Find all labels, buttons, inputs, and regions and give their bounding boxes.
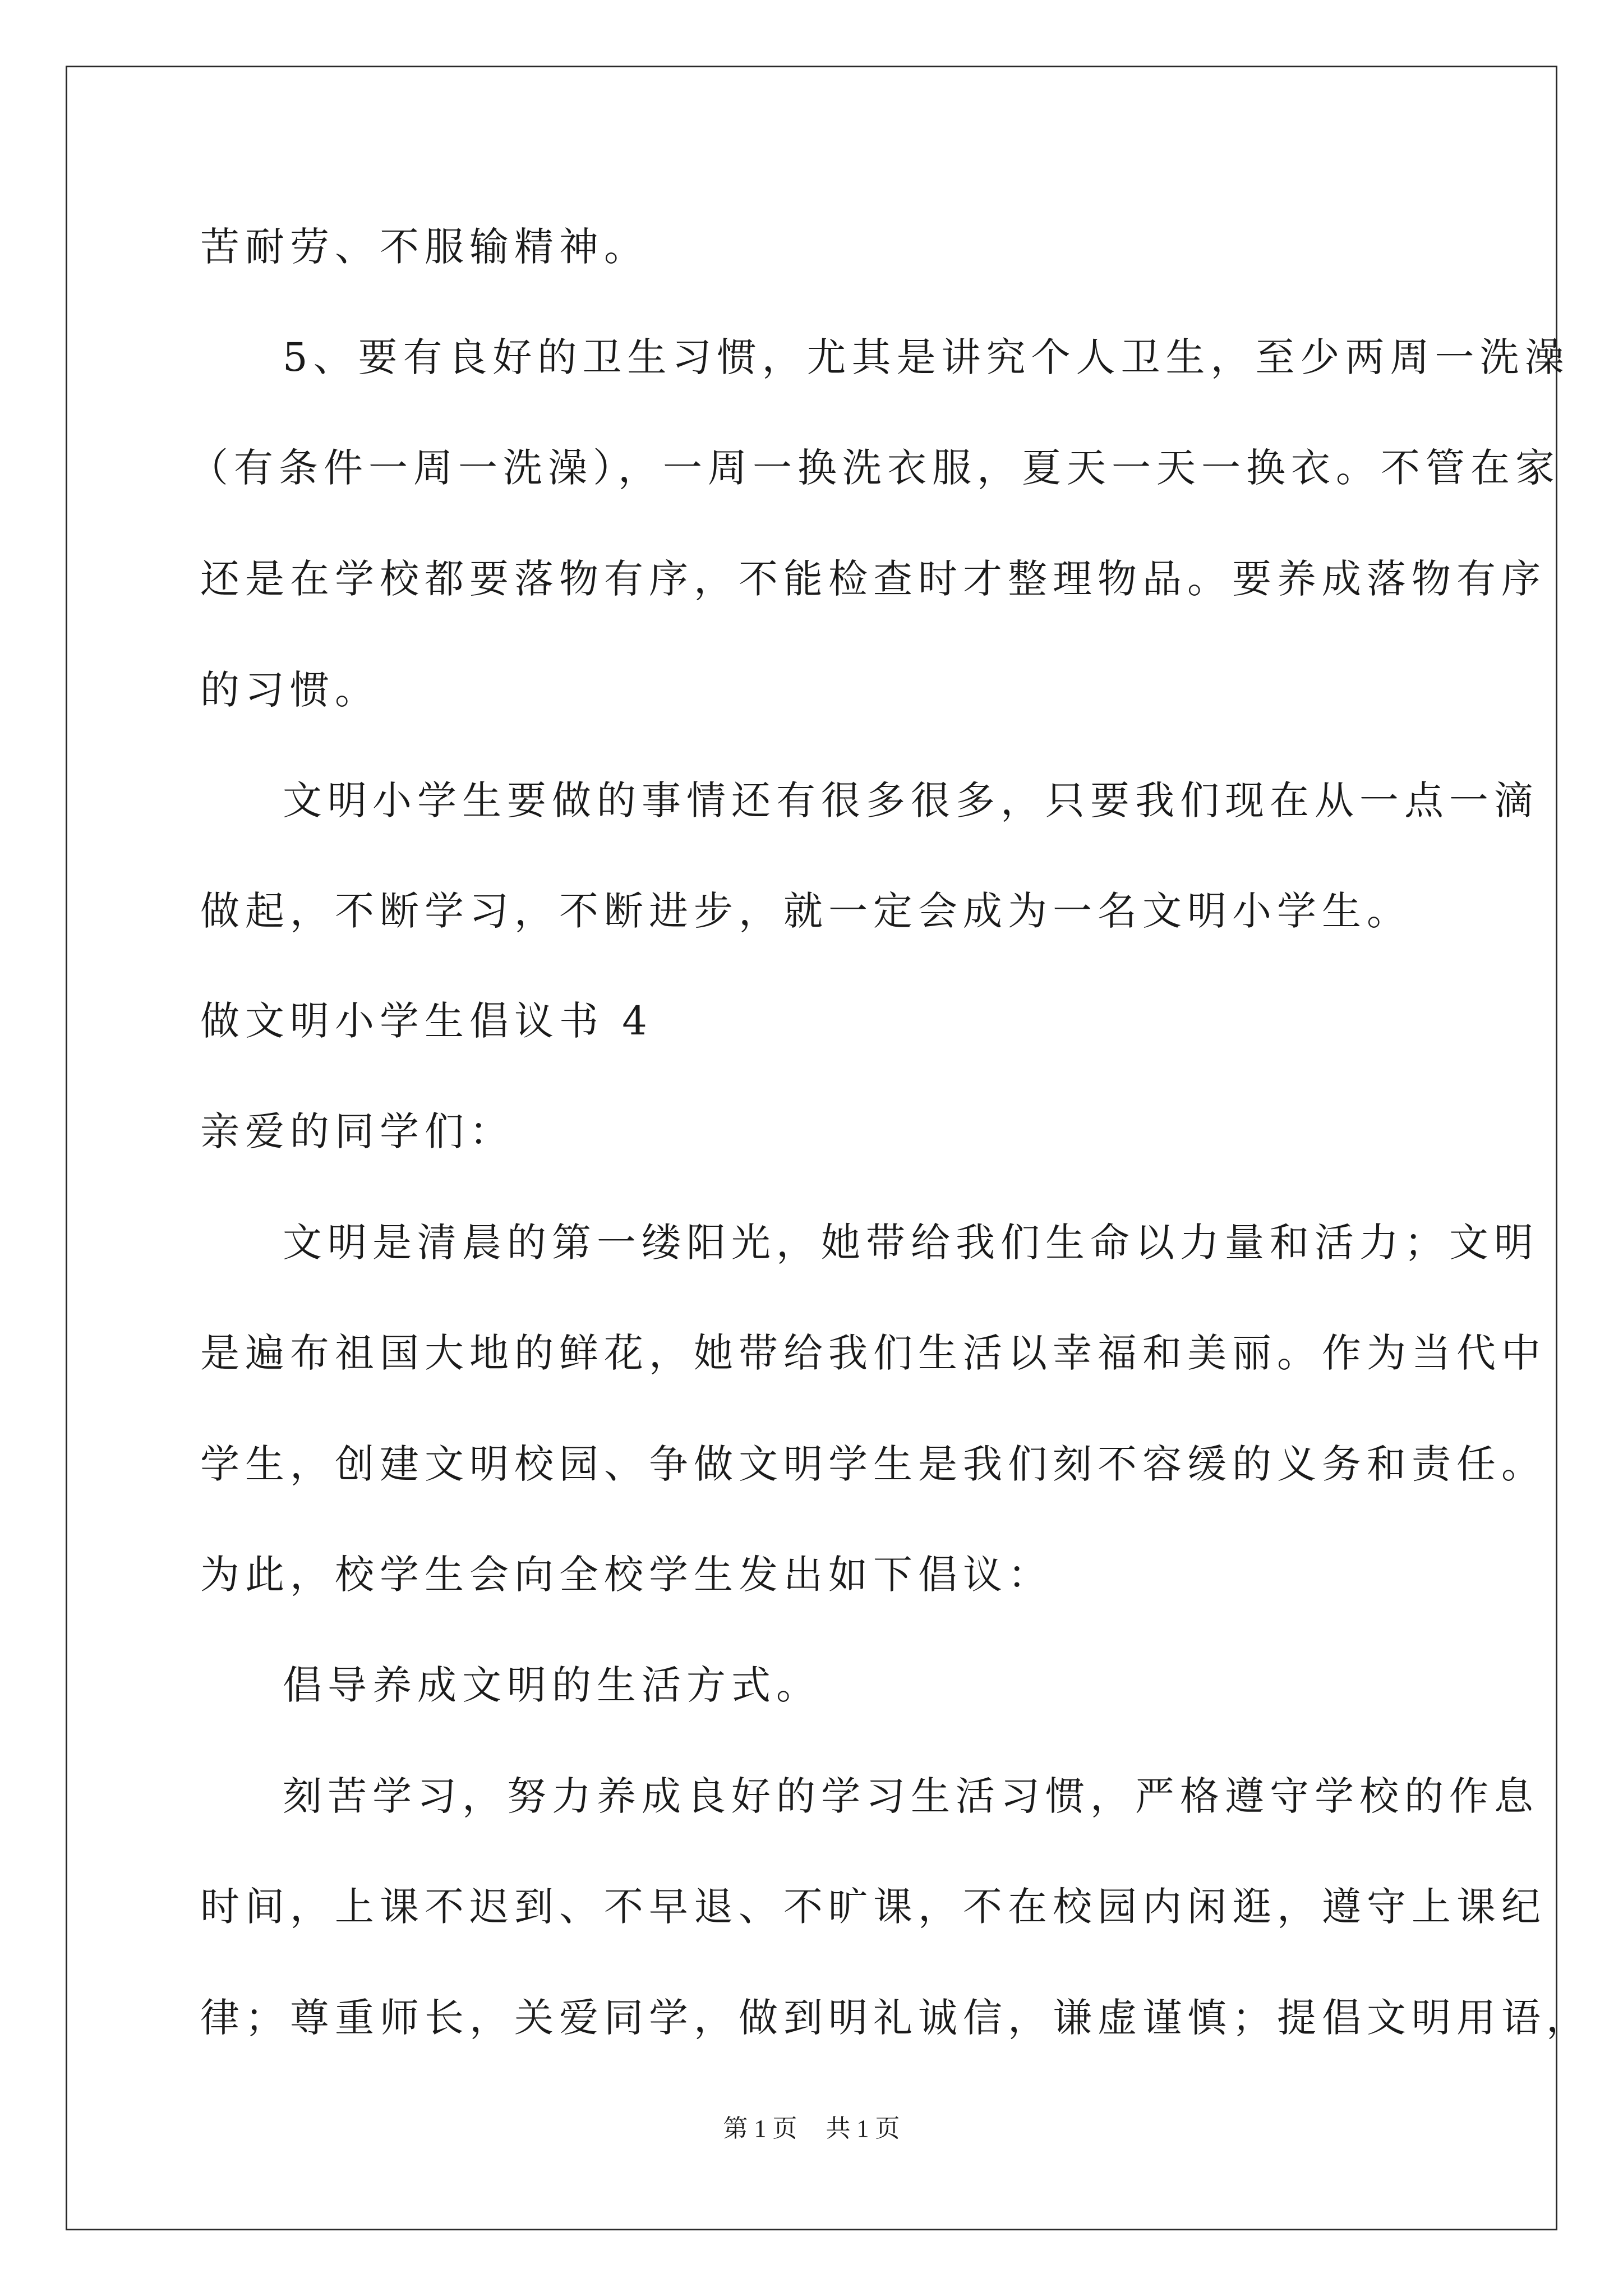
text-line: 倡导养成文明的生活方式。: [283, 1662, 821, 1708]
text-line: 的习惯。: [200, 667, 380, 713]
text-line: （有条件一周一洗澡），一周一换洗衣服，夏天一天一换衣。不管在家: [189, 445, 1560, 491]
salutation: 亲爱的同学们：: [200, 1108, 514, 1154]
text-line: 文明小学生要做的事情还有很多很多，只要我们现在从一点一滴: [283, 777, 1539, 823]
page-total: 共 1 页: [826, 2115, 900, 2142]
text-line: 做起，不断学习，不断进步，就一定会成为一名文明小学生。: [200, 888, 1412, 934]
text-line: 文明是清晨的第一缕阳光，她带给我们生命以力量和活力；文明: [283, 1220, 1539, 1266]
text-line: 时间，上课不迟到、不早退、不旷课，不在校园内闲逛，遵守上课纪: [200, 1884, 1546, 1930]
page-number: 第 1 页: [723, 2115, 797, 2142]
text-line: 还是在学校都要落物有序，不能检查时才整理物品。要养成落物有序: [200, 556, 1546, 602]
text-line: 是遍布祖国大地的鲜花，她带给我们生活以幸福和美丽。作为当代中: [200, 1330, 1546, 1376]
text-line: 律；尊重师长，关爱同学，做到明礼诚信，谦虚谨慎；提倡文明用语，: [200, 1995, 1591, 2041]
text-line: 为此，校学生会向全校学生发出如下倡议：: [200, 1552, 1053, 1598]
text-line: 学生，创建文明校园、争做文明学生是我们刻不容缓的义务和责任。: [200, 1441, 1546, 1487]
text-line: 刻苦学习，努力养成良好的学习生活习惯，严格遵守学校的作息: [283, 1773, 1539, 1819]
text-line: 5、要有良好的卫生习惯，尤其是讲究个人卫生，至少两周一洗澡: [283, 334, 1570, 380]
text-line: 苦耐劳、不服输精神。: [200, 224, 649, 270]
page-footer: [0, 2112, 1623, 2146]
section-heading: 做文明小学生倡议书 4: [200, 998, 653, 1044]
